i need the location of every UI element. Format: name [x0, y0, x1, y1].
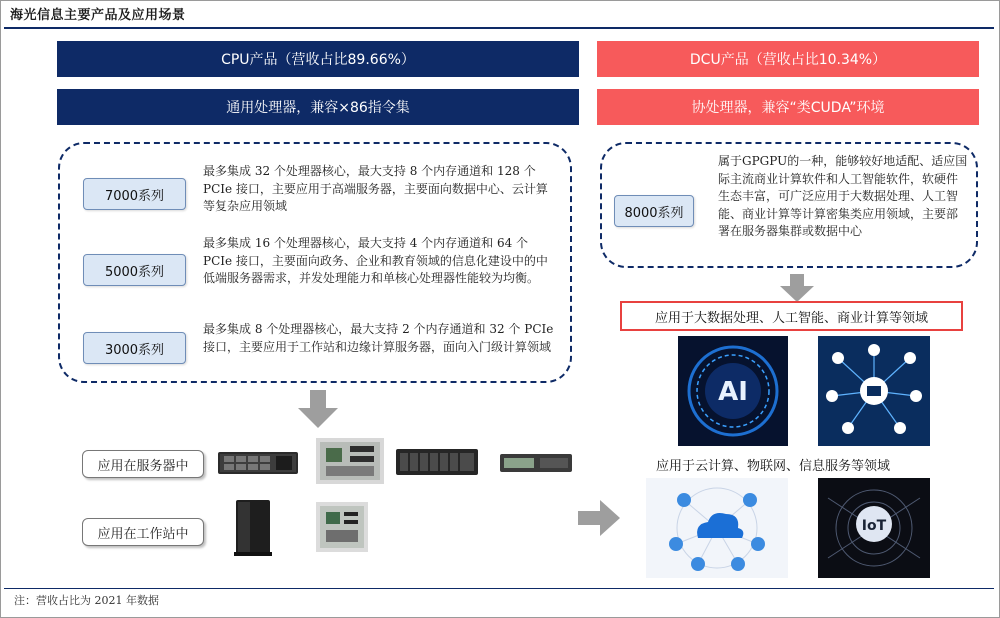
- series-8000-desc: 属于GPGPU的一种，能够较好地适配、适应国际主流商业计算软件和人工智能软件，软硬件生态丰富，可广泛应用于大数据处理、人工智能、商业计算等计算密集类应用领域，主要部署在服务器集群或数据中心: [718, 154, 968, 238]
- app-workstation-label: 应用在工作站中: [82, 518, 204, 546]
- dcu-subheader-bar: 协处理器，兼容“类CUDA”环境: [597, 89, 979, 125]
- dcu-application-highlight: 应用于大数据处理、人工智能、商业计算等领域: [620, 301, 963, 331]
- iot-text: IoT: [861, 518, 887, 534]
- series-3000-badge: 3000系列: [83, 332, 186, 364]
- ai-text: AI: [718, 377, 748, 407]
- rack-server-image: [218, 446, 298, 478]
- blade-server-image: [396, 449, 478, 475]
- footnote: 注：营收占比为 2021 年数据: [14, 594, 159, 607]
- dcu-application-caption: 应用于云计算、物联网、信息服务等领域: [656, 459, 891, 474]
- app-server-label: 应用在服务器中: [82, 450, 204, 478]
- network-illustration-image: [818, 336, 930, 446]
- cpu-header-bar: CPU产品（营收占比89.66%）: [57, 41, 579, 77]
- series-7000-desc: 最多集成 32 个处理器核心，最大支持 8 个内存通道和 128 个 PCIe 接口，主要应用于高端服务器，主要面向数据中心、云计算等复杂应用领域: [203, 164, 548, 213]
- footer-divider: [4, 588, 994, 589]
- series-5000-badge: 5000系列: [83, 254, 186, 286]
- dcu-header-bar: DCU产品（营收占比10.34%）: [597, 41, 979, 77]
- right-arrow-icon: [578, 500, 620, 536]
- page-title: 海光信息主要产品及应用场景: [10, 8, 186, 23]
- dcu-down-arrow-icon: [780, 274, 814, 302]
- series-7000-badge: 7000系列: [83, 178, 186, 210]
- workstation-tower-image: [232, 500, 274, 556]
- cpu-subheader-bar: 通用处理器，兼容×86指令集: [57, 89, 579, 125]
- series-3000-desc: 最多集成 8 个处理器核心，最大支持 2 个内存通道和 32 个 PCIe 接口，主要应用于工作站和边缘计算服务器，面向入门级计算领域: [203, 322, 554, 354]
- cpu-down-arrow-icon: [298, 390, 338, 428]
- iot-illustration-image: [818, 478, 930, 578]
- series-8000-badge: 8000系列: [614, 195, 694, 227]
- title-divider: [4, 27, 994, 29]
- open-server-image: [316, 438, 384, 484]
- ai-illustration-image: [678, 336, 788, 446]
- workstation-board-image: [316, 502, 368, 552]
- edge-server-image: [500, 452, 572, 474]
- series-5000-desc: 最多集成 16 个处理器核心，最大支持 4 个内存通道和 64 个 PCIe 接口，主要面向政务、企业和教育领域的信息化建设中的中低端服务器需求，并发处理能力和单核心处理器性能较为均衡。: [203, 236, 548, 285]
- cloud-illustration-image: [646, 478, 788, 578]
